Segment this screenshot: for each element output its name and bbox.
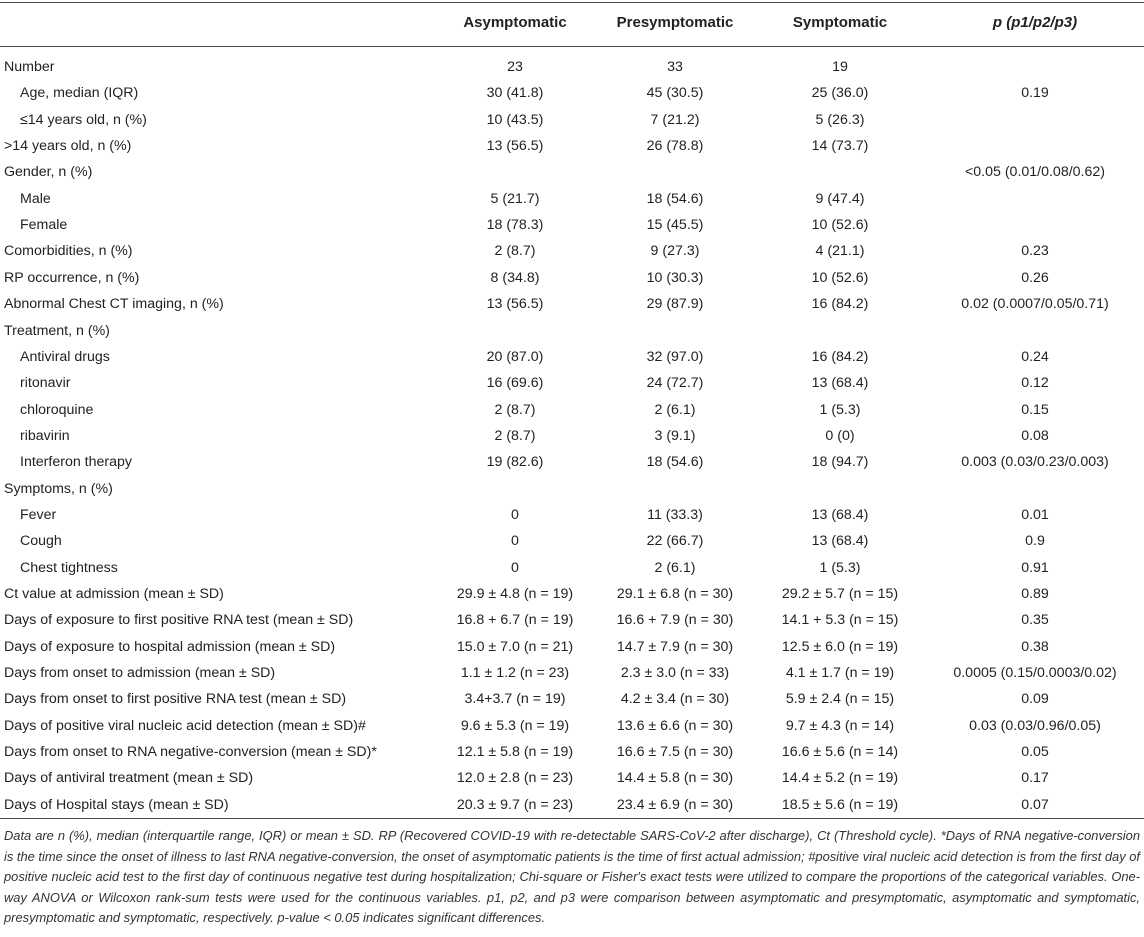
- p-value-cell: 0.05: [1021, 744, 1049, 761]
- table-row: [0, 133, 1144, 159]
- p-value-cell: 0.35: [1021, 612, 1049, 629]
- symptomatic-cell: 1 (5.3): [819, 559, 861, 576]
- asymptomatic-cell: 13 (56.5): [486, 296, 544, 313]
- symptomatic-cell: 13 (68.4): [811, 533, 869, 550]
- symptomatic-cell: 9.7 ± 4.3 (n = 14): [785, 717, 895, 734]
- row-label: Days of exposure to first positive RNA test (mean ± SD): [4, 612, 354, 629]
- asymptomatic-cell: [425, 159, 605, 185]
- p-value-cell: 0.89: [1021, 586, 1049, 602]
- presymptomatic-cell: 22 (66.7): [646, 533, 704, 550]
- presymptomatic-cell: 29.1 ± 6.8 (n = 30): [616, 586, 734, 602]
- row-label: Male: [20, 190, 51, 207]
- asymptomatic-cell: 2 (8.7): [494, 401, 536, 418]
- p-value-cell: 0.003 (0.03/0.23/0.003): [961, 454, 1109, 471]
- symptomatic-cell: 14.1 + 5.3 (n = 15): [781, 612, 899, 629]
- table-row: [0, 397, 1144, 423]
- row-label: ritonavir: [20, 375, 71, 392]
- asymptomatic-cell: 0: [511, 559, 519, 576]
- symptomatic-cell: 4 (21.1): [815, 243, 865, 260]
- row-label: Ct value at admission (mean ± SD): [4, 586, 224, 602]
- asymptomatic-cell: 0: [511, 506, 519, 523]
- table-row: [0, 238, 1144, 264]
- asymptomatic-cell: 19 (82.6): [486, 454, 544, 471]
- table-row: [0, 159, 1144, 185]
- table-row: [0, 765, 1144, 791]
- row-label: Days of exposure to hospital admission (mean ± SD): [4, 638, 336, 655]
- row-label: Gender, n (%): [4, 164, 93, 181]
- p-value-cell: 0.19: [1021, 85, 1049, 102]
- table-row: [0, 555, 1144, 581]
- p-value-cell: 0.91: [1021, 559, 1049, 576]
- p-value-cell: 0.01: [1021, 506, 1049, 523]
- p-value-cell: 0.0005 (0.15/0.0003/0.02): [953, 665, 1117, 682]
- symptomatic-cell: 25 (36.0): [811, 85, 869, 102]
- asymptomatic-cell: [425, 318, 605, 344]
- table-row: [0, 449, 1144, 475]
- table-row: [0, 80, 1144, 106]
- p-value-cell: 0.02 (0.0007/0.05/0.71): [961, 296, 1109, 313]
- symptomatic-cell: 16 (84.2): [811, 348, 869, 365]
- symptomatic-cell: 9 (47.4): [815, 190, 865, 207]
- row-label: Female: [20, 217, 68, 234]
- table-row: [0, 660, 1144, 686]
- presymptomatic-cell: 9 (27.3): [650, 243, 700, 260]
- symptomatic-cell: 18.5 ± 5.6 (n = 19): [781, 796, 899, 813]
- p-value-cell: 0.07: [1021, 796, 1049, 813]
- asymptomatic-cell: [425, 476, 605, 502]
- header-asymptomatic: Asymptomatic: [463, 14, 567, 31]
- row-label: Symptoms, n (%): [4, 480, 113, 497]
- row-label: Interferon therapy: [20, 454, 132, 471]
- row-label: >14 years old, n (%): [4, 138, 132, 155]
- row-label: ≤14 years old, n (%): [20, 111, 147, 128]
- presymptomatic-cell: 15 (45.5): [646, 217, 704, 234]
- row-label: Antiviral drugs: [20, 348, 110, 365]
- presymptomatic-cell: 4.2 ± 3.4 (n = 30): [620, 691, 730, 708]
- p-value-cell: [930, 476, 1140, 502]
- symptomatic-cell: 19: [832, 59, 848, 75]
- presymptomatic-cell: 2 (6.1): [654, 401, 696, 418]
- asymptomatic-cell: 0: [511, 533, 519, 550]
- asymptomatic-cell: 10 (43.5): [486, 111, 544, 128]
- p-value-cell: 0.23: [1021, 243, 1049, 260]
- table-row: [0, 528, 1144, 554]
- presymptomatic-cell: 13.6 ± 6.6 (n = 30): [616, 717, 734, 734]
- p-value-cell: 0.26: [1021, 269, 1049, 286]
- row-label: Chest tightness: [20, 559, 118, 576]
- symptomatic-cell: 16 (84.2): [811, 296, 869, 313]
- asymptomatic-cell: 16 (69.6): [486, 375, 544, 392]
- presymptomatic-cell: 26 (78.8): [646, 138, 704, 155]
- asymptomatic-cell: 12.0 ± 2.8 (n = 23): [456, 770, 574, 787]
- row-label: Abnormal Chest CT imaging, n (%): [4, 296, 224, 313]
- p-value-cell: 0.09: [1021, 691, 1049, 708]
- row-label: Days from onset to first positive RNA test (mean ± SD): [4, 691, 347, 708]
- asymptomatic-cell: 16.8 + 6.7 (n = 19): [456, 612, 574, 629]
- asymptomatic-cell: 20.3 ± 9.7 (n = 23): [456, 796, 574, 813]
- asymptomatic-cell: 13 (56.5): [486, 138, 544, 155]
- table-row: [0, 634, 1144, 660]
- p-value-cell: 0.08: [1021, 427, 1049, 444]
- p-value-cell: [930, 212, 1140, 238]
- table-row: [0, 423, 1144, 449]
- asymptomatic-cell: 15.0 ± 7.0 (n = 21): [456, 638, 574, 655]
- p-value-cell: 0.15: [1021, 401, 1049, 418]
- row-label: Cough: [20, 533, 62, 550]
- presymptomatic-cell: 14.4 ± 5.8 (n = 30): [616, 770, 734, 787]
- p-value-cell: [930, 133, 1140, 159]
- asymptomatic-cell: 18 (78.3): [486, 217, 544, 234]
- presymptomatic-cell: 29 (87.9): [646, 296, 704, 313]
- table-row: [0, 344, 1144, 370]
- asymptomatic-cell: 20 (87.0): [486, 348, 544, 365]
- p-value-cell: 0.17: [1021, 770, 1049, 787]
- presymptomatic-cell: [585, 318, 765, 344]
- presymptomatic-cell: 24 (72.7): [646, 375, 704, 392]
- table-row: [0, 291, 1144, 317]
- p-value-cell: 0.03 (0.03/0.96/0.05): [969, 717, 1101, 734]
- row-label: Days from onset to admission (mean ± SD): [4, 665, 276, 682]
- asymptomatic-cell: 29.9 ± 4.8 (n = 19): [456, 586, 574, 602]
- presymptomatic-cell: 32 (97.0): [646, 348, 704, 365]
- header-symptomatic: Symptomatic: [792, 14, 888, 31]
- table-row: [0, 318, 1144, 344]
- symptomatic-cell: 0 (0): [825, 427, 855, 444]
- presymptomatic-cell: [585, 159, 765, 185]
- header-rule: [0, 46, 1144, 47]
- table-row: [0, 107, 1144, 133]
- table-row: [0, 54, 1144, 80]
- table-bottom-rule: [0, 818, 1144, 819]
- symptomatic-cell: 1 (5.3): [819, 401, 861, 418]
- table-row: [0, 186, 1144, 212]
- asymptomatic-cell: 12.1 ± 5.8 (n = 19): [456, 744, 574, 761]
- table-row: [0, 212, 1144, 238]
- row-label: Days of antiviral treatment (mean ± SD): [4, 770, 254, 787]
- row-label: chloroquine: [20, 401, 94, 418]
- table-row: [0, 476, 1144, 502]
- presymptomatic-cell: 33: [667, 59, 683, 75]
- presymptomatic-cell: 16.6 + 7.9 (n = 30): [616, 612, 734, 629]
- p-value-cell: [930, 186, 1140, 212]
- asymptomatic-cell: 8 (34.8): [490, 269, 540, 286]
- p-value-cell: 0.24: [1021, 348, 1049, 365]
- row-label: Comorbidities, n (%): [4, 243, 133, 260]
- row-label: ribavirin: [20, 427, 70, 444]
- presymptomatic-cell: 3 (9.1): [654, 427, 696, 444]
- row-label: Number: [4, 59, 55, 75]
- table-row: [0, 713, 1144, 739]
- p-value-cell: 0.9: [1025, 533, 1045, 550]
- symptomatic-cell: 4.1 ± 1.7 (n = 19): [785, 665, 895, 682]
- symptomatic-cell: 13 (68.4): [811, 375, 869, 392]
- table-row: [0, 502, 1144, 528]
- presymptomatic-cell: 45 (30.5): [646, 85, 704, 102]
- presymptomatic-cell: 10 (30.3): [646, 269, 704, 286]
- presymptomatic-cell: 18 (54.6): [646, 454, 704, 471]
- symptomatic-cell: 5.9 ± 2.4 (n = 15): [785, 691, 895, 708]
- asymptomatic-cell: 5 (21.7): [490, 190, 540, 207]
- row-label: RP occurrence, n (%): [4, 269, 140, 286]
- table-row: [0, 370, 1144, 396]
- header-presymptomatic: Presymptomatic: [616, 14, 734, 31]
- symptomatic-cell: 5 (26.3): [815, 111, 865, 128]
- asymptomatic-cell: 2 (8.7): [494, 243, 536, 260]
- symptomatic-cell: 14 (73.7): [811, 138, 869, 155]
- p-value-cell: 0.38: [1021, 638, 1049, 655]
- presymptomatic-cell: 23.4 ± 6.9 (n = 30): [616, 796, 734, 813]
- symptomatic-cell: [750, 159, 930, 185]
- row-label: Days of Hospital stays (mean ± SD): [4, 796, 229, 813]
- table-row: [0, 686, 1144, 712]
- row-label: Age, median (IQR): [20, 85, 139, 102]
- asymptomatic-cell: 30 (41.8): [486, 85, 544, 102]
- presymptomatic-cell: [585, 476, 765, 502]
- table-row: [0, 581, 1144, 607]
- p-value-cell: [930, 54, 1140, 80]
- row-label: Treatment, n (%): [4, 322, 110, 339]
- p-value-cell: <0.05 (0.01/0.08/0.62): [964, 164, 1105, 181]
- asymptomatic-cell: 2 (8.7): [494, 427, 536, 444]
- symptomatic-cell: 10 (52.6): [811, 269, 869, 286]
- symptomatic-cell: 18 (94.7): [811, 454, 869, 471]
- symptomatic-cell: [750, 318, 930, 344]
- row-label: Fever: [20, 506, 57, 523]
- table-row: [0, 792, 1144, 818]
- p-value-cell: [930, 318, 1140, 344]
- presymptomatic-cell: 16.6 ± 7.5 (n = 30): [616, 744, 734, 761]
- p-value-cell: [930, 107, 1140, 133]
- presymptomatic-cell: 7 (21.2): [650, 111, 700, 128]
- asymptomatic-cell: 9.6 ± 5.3 (n = 19): [460, 717, 570, 734]
- presymptomatic-cell: 18 (54.6): [646, 190, 704, 207]
- presymptomatic-cell: 2.3 ± 3.0 (n = 33): [620, 665, 730, 682]
- symptomatic-cell: 16.6 ± 5.6 (n = 14): [781, 744, 899, 761]
- presymptomatic-cell: 11 (33.3): [647, 506, 703, 523]
- table-row: [0, 607, 1144, 633]
- asymptomatic-cell: 3.4+3.7 (n = 19): [464, 691, 566, 708]
- header-p-value: p (p1/p2/p3): [992, 14, 1078, 31]
- table-row: [0, 739, 1144, 765]
- symptomatic-cell: [750, 476, 930, 502]
- presymptomatic-cell: 14.7 ± 7.9 (n = 30): [616, 638, 734, 655]
- symptomatic-cell: 13 (68.4): [811, 506, 869, 523]
- symptomatic-cell: 10 (52.6): [811, 217, 869, 234]
- table-top-rule: [0, 2, 1144, 3]
- row-label: Days of positive viral nucleic acid detection (mean ± SD)#: [4, 717, 366, 734]
- asymptomatic-cell: 1.1 ± 1.2 (n = 23): [460, 665, 570, 682]
- symptomatic-cell: 12.5 ± 6.0 (n = 19): [781, 638, 899, 655]
- p-value-cell: 0.12: [1021, 375, 1049, 392]
- table-footnote: Data are n (%), median (interquartile range, IQR) or mean ± SD. RP (Recovered COVID-19 with re-detectable SARS-CoV-2 after discharge), Ct (Threshold cycle). *Days of RNA negative-conversion is the time since the onset of illness to last RNA negative-conversion, the onset of asymptomatic patients is the time of first actual admission; #positive viral nucleic acid detection is from the first day of positive nucleic acid test to the first day of continuous negative test during hospitalization; Chi-square or Fisher's exact tests were utilized to compare the proportions of the categorical variables. One-way ANOVA or Wilcoxon rank-sum tests were used for the continuous variables. p1, p2, and p3 were comparison between asymptomatic and presymptomatic, asymptomatic and symptomatic, presymptomatic and symptomatic, respectively. p-value < 0.05 indicates significant differences.: [4, 828, 1140, 925]
- table-row: [0, 265, 1144, 291]
- presymptomatic-cell: 2 (6.1): [654, 559, 696, 576]
- symptomatic-cell: 14.4 ± 5.2 (n = 19): [781, 770, 899, 787]
- symptomatic-cell: 29.2 ± 5.7 (n = 15): [781, 586, 899, 602]
- row-label: Days from onset to RNA negative-conversion (mean ± SD)*: [4, 744, 377, 761]
- asymptomatic-cell: 23: [507, 59, 523, 75]
